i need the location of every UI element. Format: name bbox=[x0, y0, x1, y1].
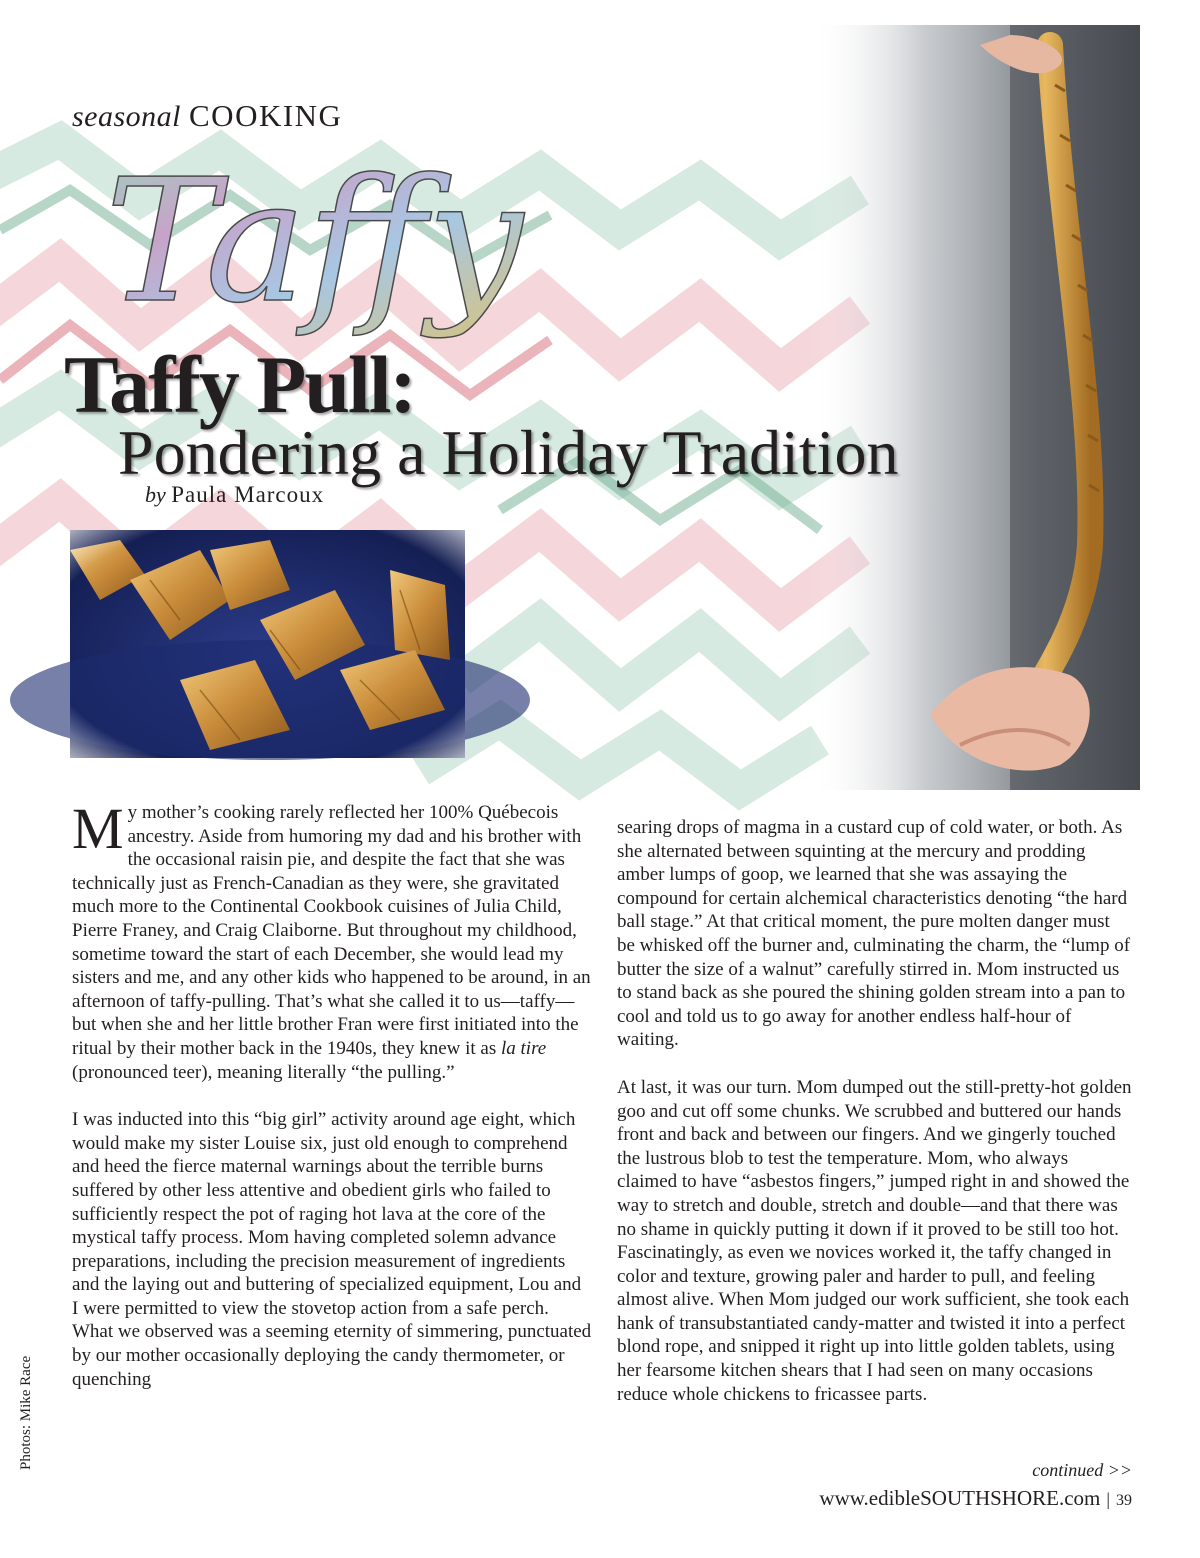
footer-separator: | bbox=[1106, 1489, 1110, 1509]
taffy-script-logo bbox=[95, 130, 524, 360]
taffy-pull-photo bbox=[810, 25, 1140, 790]
title-line-2: Pondering a Holiday Tradition bbox=[118, 417, 899, 488]
continued-link[interactable]: continued >> bbox=[1032, 1460, 1132, 1480]
article-paragraph: searing drops of magma in a custard cup of cold water, or both. As she alternated between squinting at the mercury and prodding amber lumps of goop, we learned that she was assaying the compound for certain alchemical characteristics denoting “the hard ball stage.” At that critical moment, the pure molten danger must be whisked off the burner and, culminating the charm, the “lump of butter the size of a walnut” carefully stirred in. Mom instructed us to stand back as she poured the shining golden stream into a pan to cool and told us to go away for another endless half-hour of waiting. bbox=[617, 817, 1131, 1051]
byline bbox=[145, 482, 324, 508]
section-heading bbox=[72, 98, 342, 134]
page-footer bbox=[819, 1486, 1132, 1511]
drop-cap: M bbox=[72, 796, 124, 861]
paragraph-text: y mother’s cooking rarely reflected her 100% Québecois ancestry. Aside from humoring my dad and his brother with the occasional raisin pie, and despite the fact that she was technically just as French-Canadian as they were, she gravitated much more to the Continental Cookbook cuisines of Julia Child, Pierre Franey, and Craig Claiborne. But throughout my childhood, sometime toward the start of each December, she would lead my sisters and me, and any other kids who happened to be around, in an afternoon of taffy-pulling. That’s what she called it to us—taffy—but when she and her little brother Fran were first initiated into the ritual by their mother back in the 1940s, they knew it as bbox=[72, 802, 591, 1059]
section-heading-caps: COOKING bbox=[189, 98, 343, 133]
taffy-pieces-photo bbox=[70, 530, 465, 758]
title-line-1: Taffy Pull: bbox=[64, 339, 415, 430]
section-heading-italic: seasonal bbox=[72, 100, 181, 133]
article-column-2 bbox=[617, 816, 1132, 1430]
article-paragraph: I was inducted into this “big girl” activity around age eight, which would make my sister Louise six, just old enough to comprehend and heed the fierce maternal warnings about the terrible burns suffered by other less attentive and obedient girls who failed to sufficiently respect the pot of raging hot lava at the core of the mystical taffy process. Mom having completed solemn advance preparations, including the precision measurement of ingredients and the laying out and buttering of specialized equipment, Lou and I were permitted to view the stovetop action from a safe perch. What we observed was a seeming eternity of simmering, punctuated by our mother occasionally deploying the candy thermometer, or quenching bbox=[72, 1109, 592, 1390]
article-paragraph bbox=[72, 796, 592, 1084]
page-number: 39 bbox=[1116, 1492, 1132, 1509]
article-column-1 bbox=[72, 796, 592, 1415]
footer-site-caps: SOUTHSHORE bbox=[920, 1486, 1059, 1510]
paragraph-italic-term: la tire bbox=[500, 1037, 547, 1059]
paragraph-text-end: (pronounced teer), meaning literally “the pulling.” bbox=[72, 1061, 455, 1083]
article-paragraph: At last, it was our turn. Mom dumped out the still-pretty-hot golden goo and cut off some chunks. We scrubbed and buttered our hands front and back and between our fingers. And we gingerly touched the lustrous blob to test the temperature. Mom, who always claimed to have “asbestos fingers,” jumped right in and showed the way to stretch and double, stretch and double—and that there was no shame in quickly putting it down if it proved to be still too hot. Fascinatingly, as even we novices worked it, the taffy changed in color and texture, growing paler and harder to pull, and feeling almost alive. When Mom judged our work sufficient, she took each hank of transubstantiated candy-matter and twisted it into a perfect blond rope, and snipped it right up into little golden tablets, using her fearsome kitchen shears that I had seen on many occasions reduce whole chickens to fricassee parts. bbox=[617, 1076, 1132, 1405]
footer-site-prefix: www.edible bbox=[819, 1486, 921, 1510]
byline-author: Paula Marcoux bbox=[171, 482, 325, 507]
taffy-script-text: Taffy bbox=[105, 143, 524, 341]
byline-prefix: by bbox=[145, 482, 166, 507]
footer-site-suffix: .com bbox=[1058, 1486, 1101, 1510]
photo-credit: Photos: Mike Race bbox=[18, 1355, 34, 1470]
